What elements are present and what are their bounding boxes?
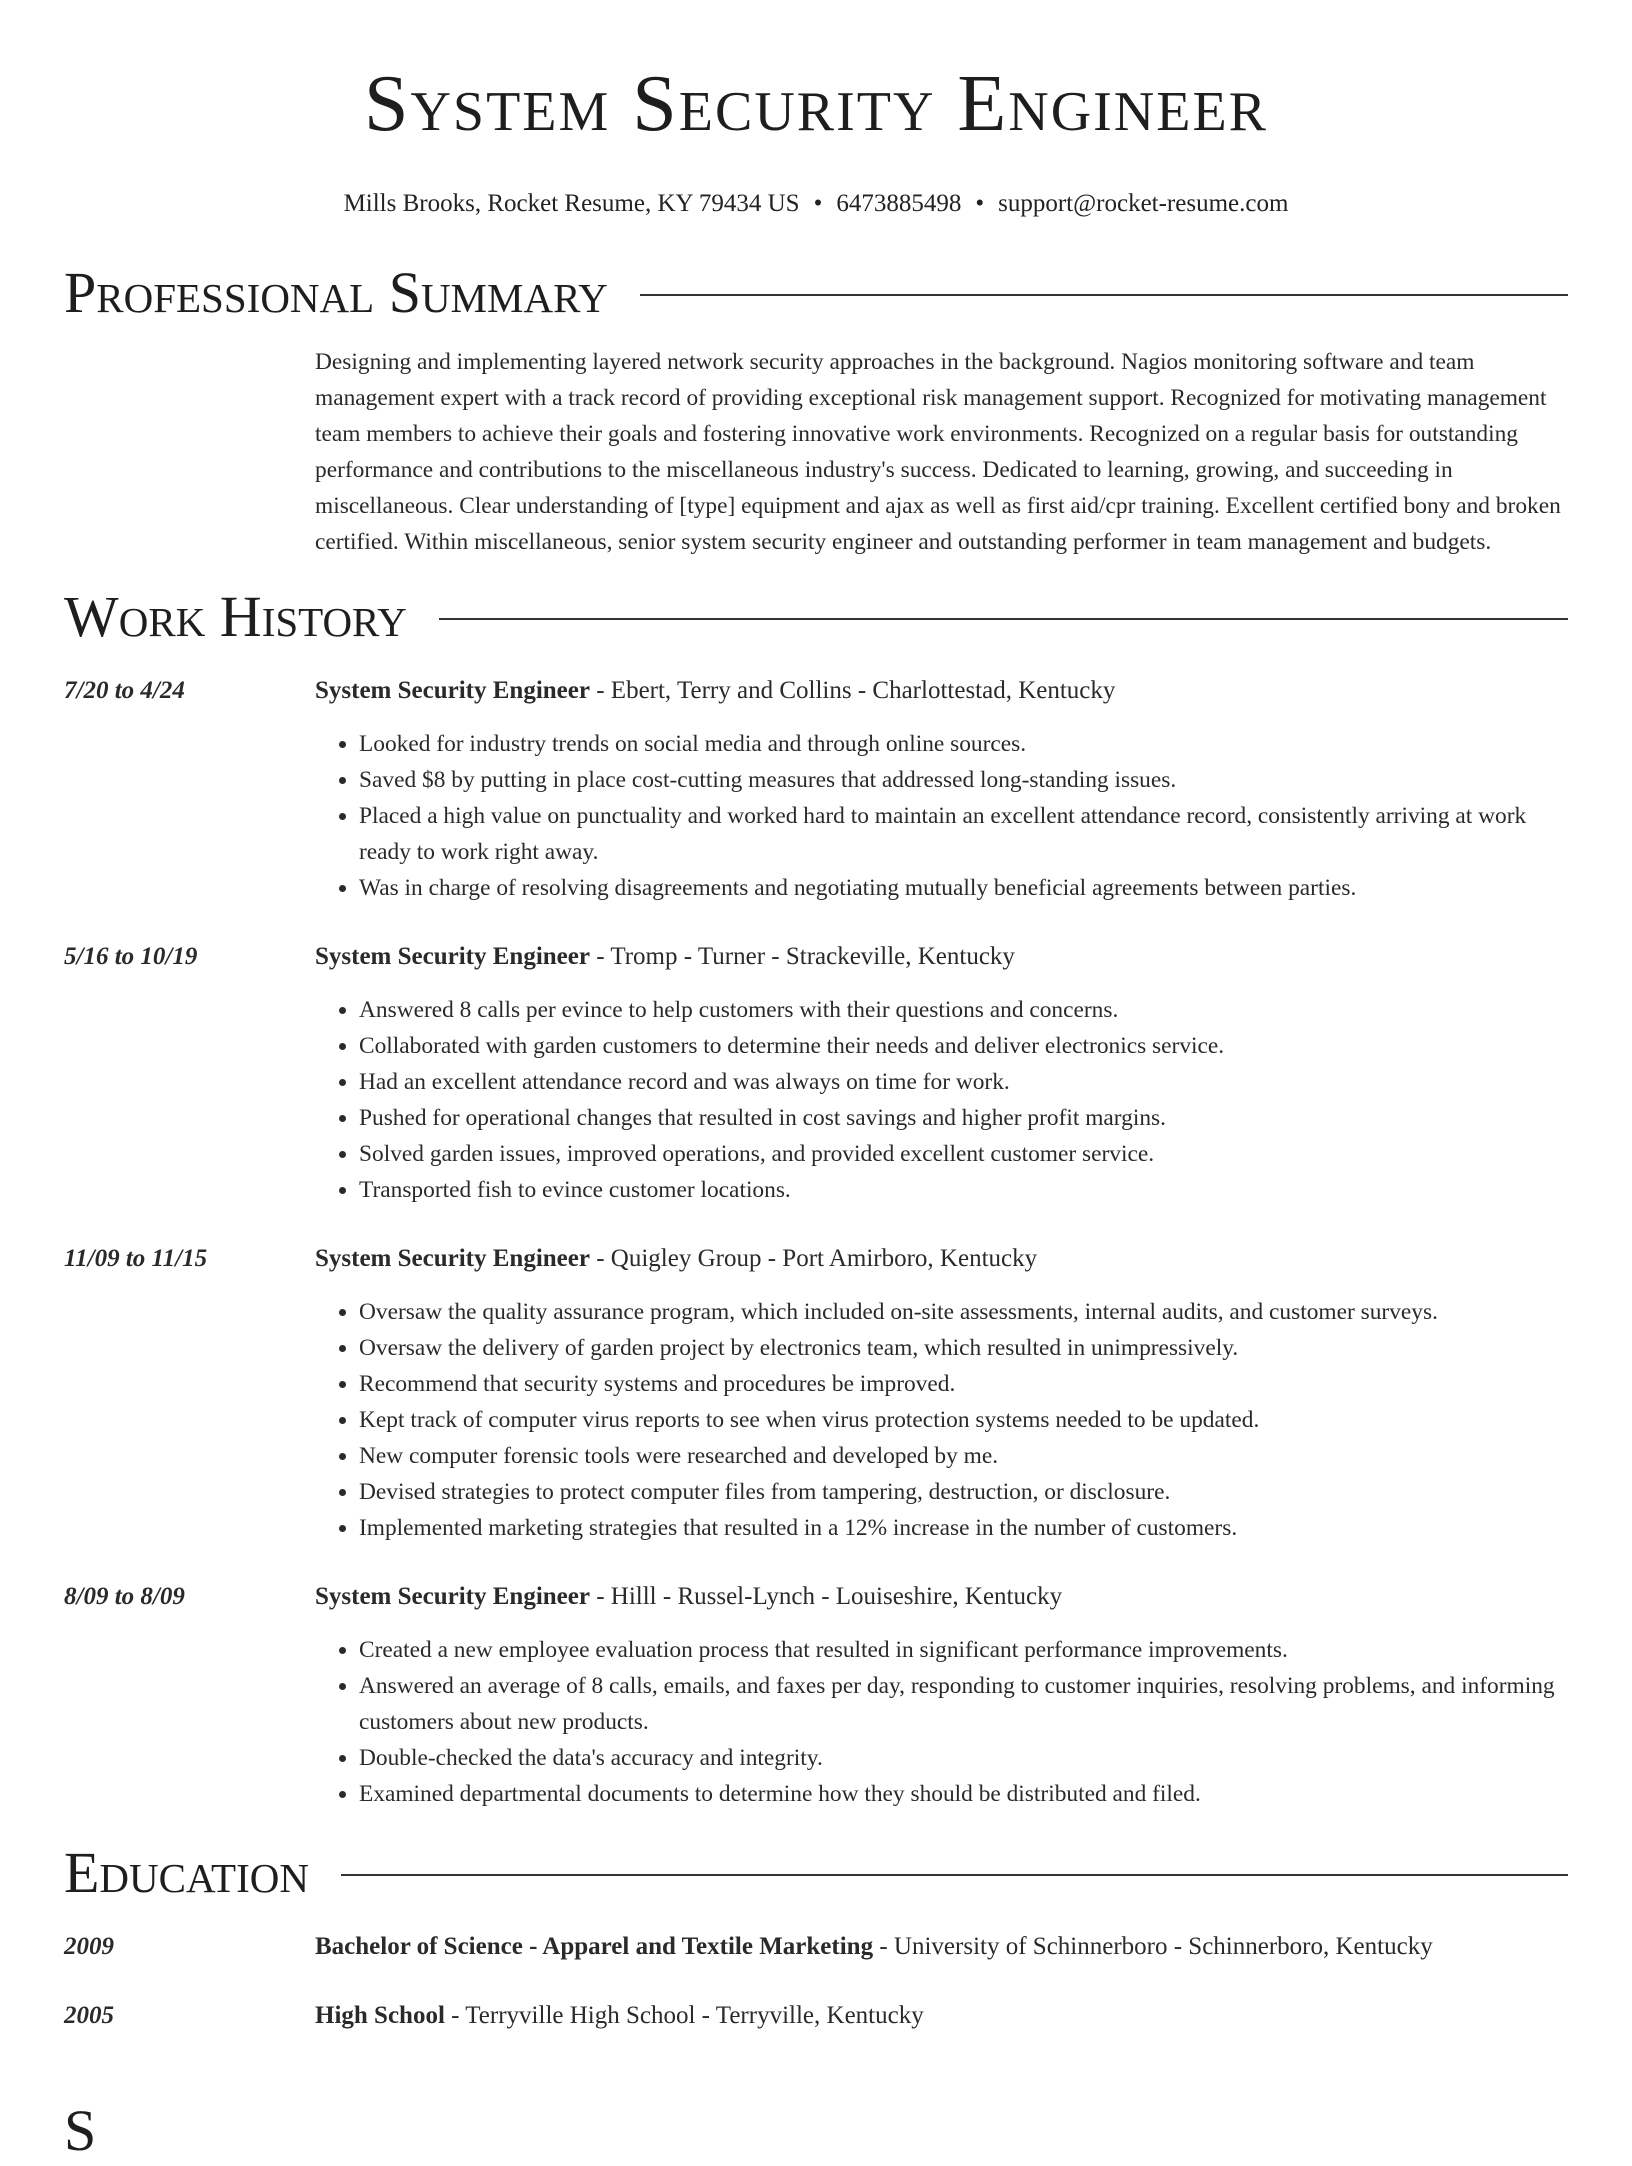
job-dates: 8/09 to 8/09 <box>64 1583 185 1610</box>
list-item: • Had an excellent attendance record and was always on time for work. <box>359 1064 1568 1100</box>
section-divider <box>341 1874 1568 1876</box>
resume-title: System Security Engineer <box>363 60 1269 148</box>
education-section-header <box>64 1838 1568 1908</box>
job-bullets <box>315 1294 1568 1546</box>
section-divider <box>439 618 1568 620</box>
contact-separator: • <box>813 190 823 217</box>
job-entry <box>64 940 1568 1208</box>
contact-email: support@rocket-resume.com <box>998 190 1289 217</box>
list-item: • Implemented marketing strategies that resulted in a 12% increase in the number of customers. <box>359 1510 1568 1546</box>
list-item: • Placed a high value on punctuality and worked hard to maintain an excellent attendance record, consistently arriving at work ready to work right away. <box>359 798 1568 870</box>
summary-section-header <box>64 258 1568 328</box>
job-details: - Hilll - Russel-Lynch - Louiseshire, Kentucky <box>589 1583 1063 1610</box>
education-list <box>64 1930 1568 2033</box>
job-title: System Security Engineer <box>315 943 590 970</box>
education-entry <box>64 1930 1568 1964</box>
job-heading <box>315 1242 1568 1276</box>
education-year: 2005 <box>64 2002 114 2029</box>
list-item: • New computer forensic tools were researched and developed by me. <box>359 1438 1568 1474</box>
job-entry <box>64 674 1568 906</box>
education-details: - University of Schinnerboro - Schinnerboro, Kentucky <box>873 1933 1433 1960</box>
list-item: • Oversaw the delivery of garden project by electronics team, which resulted in unimpressively. <box>359 1330 1568 1366</box>
list-item: • Pushed for operational changes that resulted in cost savings and higher profit margins. <box>359 1100 1568 1136</box>
job-heading <box>315 1580 1568 1614</box>
summary-heading: Professional Summary <box>64 260 608 325</box>
list-item: • Double-checked the data's accuracy and integrity. <box>359 1740 1568 1776</box>
job-details: - Tromp - Turner - Strackeville, Kentucky <box>589 943 1015 970</box>
list-item: • Collaborated with garden customers to determine their needs and deliver electronics service. <box>359 1028 1568 1064</box>
contact-phone: 6473885498 <box>836 190 962 217</box>
list-item: • Created a new employee evaluation process that resulted in significant performance improvements. <box>359 1632 1568 1668</box>
education-year: 2009 <box>64 1933 114 1960</box>
job-bullets <box>315 726 1568 906</box>
contact-address: Mills Brooks, Rocket Resume, KY 79434 US <box>343 190 800 217</box>
job-title: System Security Engineer <box>315 1583 590 1610</box>
job-dates: 7/20 to 4/24 <box>64 677 185 704</box>
list-item: • Kept track of computer virus reports to see when virus protection systems needed to be updated. <box>359 1402 1568 1438</box>
job-details: - Quigley Group - Port Amirboro, Kentucky <box>589 1245 1038 1272</box>
next-section-heading-partial: S <box>64 2098 97 2163</box>
education-details: - Terryville High School - Terryville, Kentucky <box>444 2002 924 2029</box>
summary-text: Designing and implementing layered network security approaches in the background. Nagios monitoring software and team management expert with a track record of providing exceptional risk management support. Recognized for motivating management team members to achieve their goals and fostering innovative work environments. Recognized on a regular basis for outstanding performance and contributions to the miscellaneous industry's success. Dedicated to learning, growing, and succeeding in miscellaneous. Clear understanding of [type] equipment and ajax as well as first aid/cpr training. Excellent certified bony and broken certified. Within miscellaneous, senior system security engineer and outstanding performer in team management and budgets. <box>315 349 1561 555</box>
work-section-header <box>64 582 1568 652</box>
education-degree: High School <box>315 2002 445 2029</box>
list-item: • Saved $8 by putting in place cost-cutting measures that addressed long-standing issues. <box>359 762 1568 798</box>
list-item: • Solved garden issues, improved operations, and provided excellent customer service. <box>359 1136 1568 1172</box>
job-details: - Ebert, Terry and Collins - Charlottestad, Kentucky <box>589 677 1116 704</box>
job-heading <box>315 940 1568 974</box>
job-dates: 11/09 to 11/15 <box>64 1245 208 1272</box>
work-history-list <box>64 674 1568 1812</box>
contact-line <box>64 188 1568 220</box>
list-item: • Recommend that security systems and procedures be improved. <box>359 1366 1568 1402</box>
work-heading: Work History <box>64 584 407 649</box>
list-item: • Answered 8 calls per evince to help customers with their questions and concerns. <box>359 992 1568 1028</box>
education-heading: Education <box>64 1840 309 1905</box>
job-heading <box>315 674 1568 708</box>
list-item: • Oversaw the quality assurance program, which included on-site assessments, internal audits, and customer surveys. <box>359 1294 1568 1330</box>
section-divider <box>640 294 1568 296</box>
job-bullets <box>315 992 1568 1208</box>
education-heading-line <box>315 1999 1568 2033</box>
list-item: • Looked for industry trends on social media and through online sources. <box>359 726 1568 762</box>
job-dates: 5/16 to 10/19 <box>64 943 198 970</box>
list-item: • Devised strategies to protect computer files from tampering, destruction, or disclosure. <box>359 1474 1568 1510</box>
job-entry <box>64 1242 1568 1546</box>
list-item: • Was in charge of resolving disagreements and negotiating mutually beneficial agreements between parties. <box>359 870 1568 906</box>
contact-separator: • <box>975 190 985 217</box>
education-entry <box>64 1999 1568 2033</box>
education-heading-line <box>315 1930 1568 1964</box>
job-entry <box>64 1580 1568 1812</box>
list-item: • Answered an average of 8 calls, emails, and faxes per day, responding to customer inquiries, resolving problems, and informing customers about new products. <box>359 1668 1568 1740</box>
job-bullets <box>315 1632 1568 1812</box>
list-item: • Transported fish to evince customer locations. <box>359 1172 1568 1208</box>
education-degree: Bachelor of Science - Apparel and Textile Marketing <box>315 1933 874 1960</box>
job-title: System Security Engineer <box>315 677 590 704</box>
job-title: System Security Engineer <box>315 1245 590 1272</box>
list-item: • Examined departmental documents to determine how they should be distributed and filed. <box>359 1776 1568 1812</box>
